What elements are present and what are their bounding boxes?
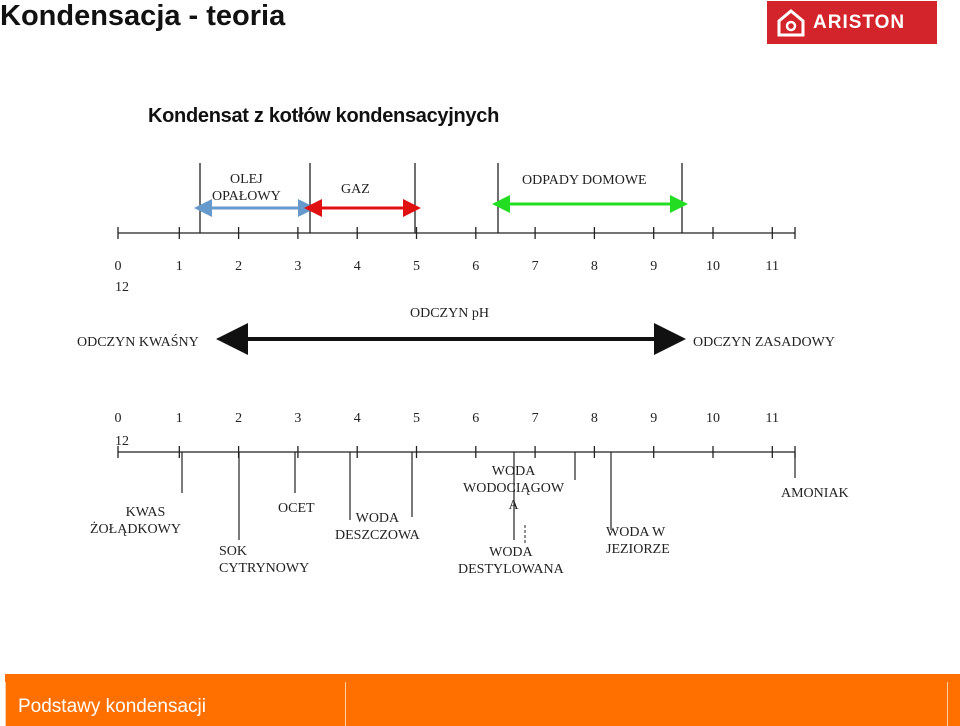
substance-woda-wodociagowa: WODA WODOCIĄGOW A — [463, 464, 565, 513]
scale-number: 8 — [590, 411, 598, 426]
scale-number: 3 — [294, 259, 302, 274]
label-gaz: GAZ — [341, 182, 370, 197]
scale-number: 10 — [706, 411, 720, 426]
scale-number: 11 — [765, 259, 780, 274]
substance-woda-w-jeziorze: WODA W JEZIORZE — [606, 525, 670, 557]
logo-text: ARISTON — [813, 12, 906, 33]
label-odpady: ODPADY DOMOWE — [522, 173, 647, 188]
scale-number: 9 — [650, 259, 658, 274]
scale-number: 6 — [472, 411, 480, 426]
bottom-scale — [118, 446, 795, 545]
bottom-tick-12: 12 — [115, 434, 129, 449]
scale-number: 11 — [765, 411, 780, 426]
label-olej: OLEJ OPAŁOWY — [212, 172, 281, 204]
ph-label: ODCZYN pH — [410, 306, 489, 321]
scale-number: 1 — [175, 411, 183, 426]
substance-amoniak: AMONIAK — [781, 486, 849, 501]
top-tick-12: 12 — [115, 280, 129, 295]
scale-number: 5 — [413, 259, 420, 274]
scale-number: 0 — [114, 411, 122, 426]
substance-kwas-zoladkowy: KWAS ŻOŁĄDKOWY — [90, 505, 181, 537]
slide-title: Kondensacja - teoria — [0, 0, 286, 32]
footer-bar — [5, 674, 960, 726]
scale-number: 6 — [472, 259, 480, 274]
scale-number: 2 — [235, 259, 243, 274]
alkaline-label: ODCZYN ZASADOWY — [693, 335, 835, 350]
substance-woda-deszczowa: WODA DESZCZOWA — [335, 511, 420, 543]
acid-label: ODCZYN KWAŚNY — [77, 335, 199, 350]
scale-number: 3 — [294, 411, 302, 426]
scale-number: 7 — [531, 411, 539, 426]
scale-number: 2 — [235, 411, 243, 426]
footer-text: Podstawy kondensacji — [18, 696, 206, 717]
diagram-subtitle: Kondensat z kotłów kondensacyjnych — [148, 105, 499, 127]
scale-number: 9 — [650, 411, 658, 426]
scale-number: 10 — [706, 259, 720, 274]
scale-number: 4 — [353, 411, 361, 426]
substance-sok-cytrynowy: SOK CYTRYNOWY — [219, 544, 310, 576]
scale-number: 7 — [531, 259, 539, 274]
scale-number: 0 — [114, 259, 122, 274]
substance-woda-destylowana: WODA DESTYLOWANA — [458, 545, 564, 577]
scale-number: 4 — [353, 259, 361, 274]
scale-number: 5 — [413, 411, 420, 426]
scale-number: 8 — [590, 259, 598, 274]
scale-number: 1 — [175, 259, 183, 274]
substance-ocet: OCET — [278, 501, 315, 516]
